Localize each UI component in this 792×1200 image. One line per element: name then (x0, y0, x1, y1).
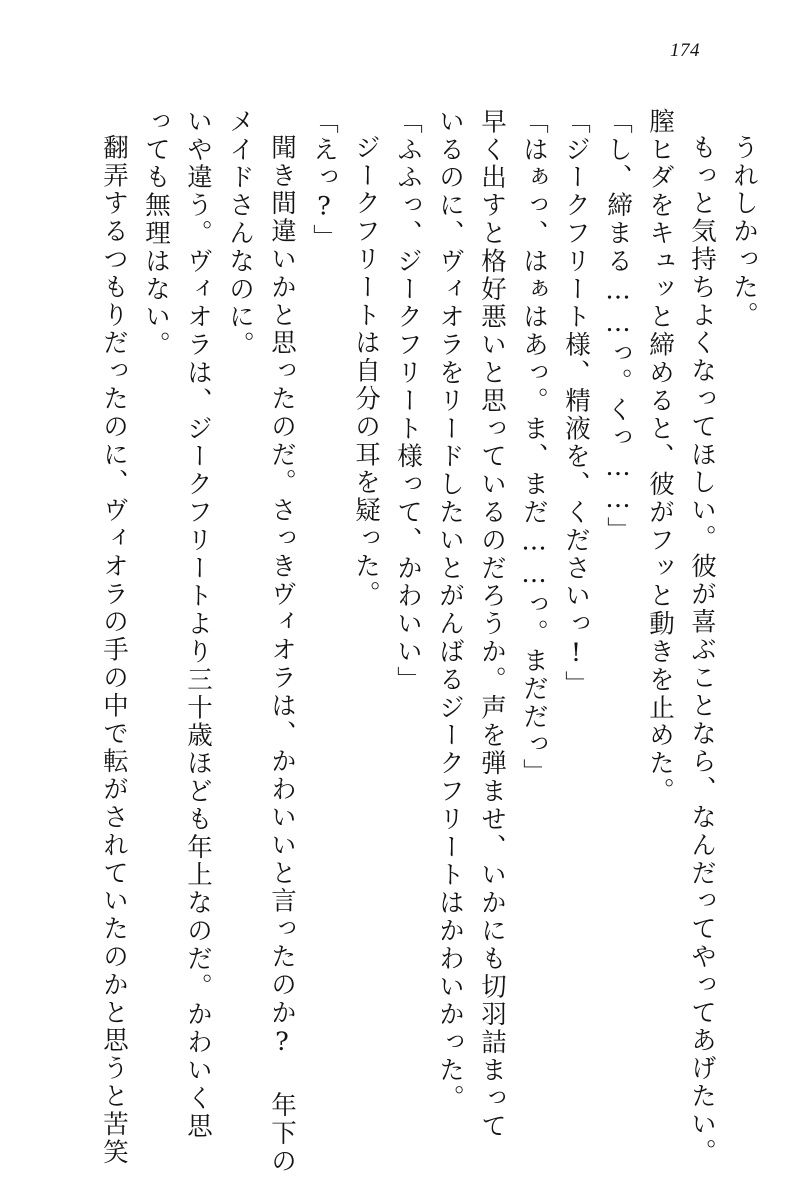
text-column: 「ふふっ、ジークフリート様って、かわいい」 (393, 108, 423, 694)
page-number: 174 (670, 40, 700, 61)
text-column: っても無理はない。 (141, 108, 171, 360)
text-column: 翻弄するつもりだったのに、ヴィオラの手の中で転がされていたのかと思うと苦笑 (99, 134, 129, 1167)
text-column: 「し、締まる……っ。くっ……」 (603, 108, 633, 545)
text-column: うれしかった。 (729, 134, 759, 330)
vertical-text-body (34, 108, 759, 1176)
text-column: 聞き間違いかと思ったのだ。さっきヴィオラは、かわいいと言ったのか? 年下の (267, 134, 297, 1176)
text-column: 「はぁっ、はぁはあっ。ま、まだ……っ。まだだっ」 (519, 108, 549, 787)
text-column: 膣ヒダをキュッと締めると、彼がフッと動きを止めた。 (645, 108, 675, 806)
text-column: 「ジークフリート様、精液を、くださいっ!」 (561, 108, 591, 699)
text-column: いるのに、ヴィオラをリードしたいとがんばるジークフリートはかわいかった。 (435, 108, 465, 1113)
text-column: いや違う。ヴィオラは、ジークフリートより三十歳ほども年上なのだ。かわいく思 (183, 108, 213, 1141)
text-column: ジークフリートは自分の耳を疑った。 (351, 134, 381, 609)
text-column: 早く出すと格好悪いと思っているのだろうか。声を弾ませ、いかにも切羽詰まって (477, 108, 507, 1141)
text-column: メイドさんなのに。 (225, 108, 255, 360)
text-column: 「えっ?」 (309, 108, 339, 252)
text-column: もっと気持ちよくなってほしい。彼が喜ぶことなら、なんだってやってあげたい。 (687, 134, 717, 1167)
